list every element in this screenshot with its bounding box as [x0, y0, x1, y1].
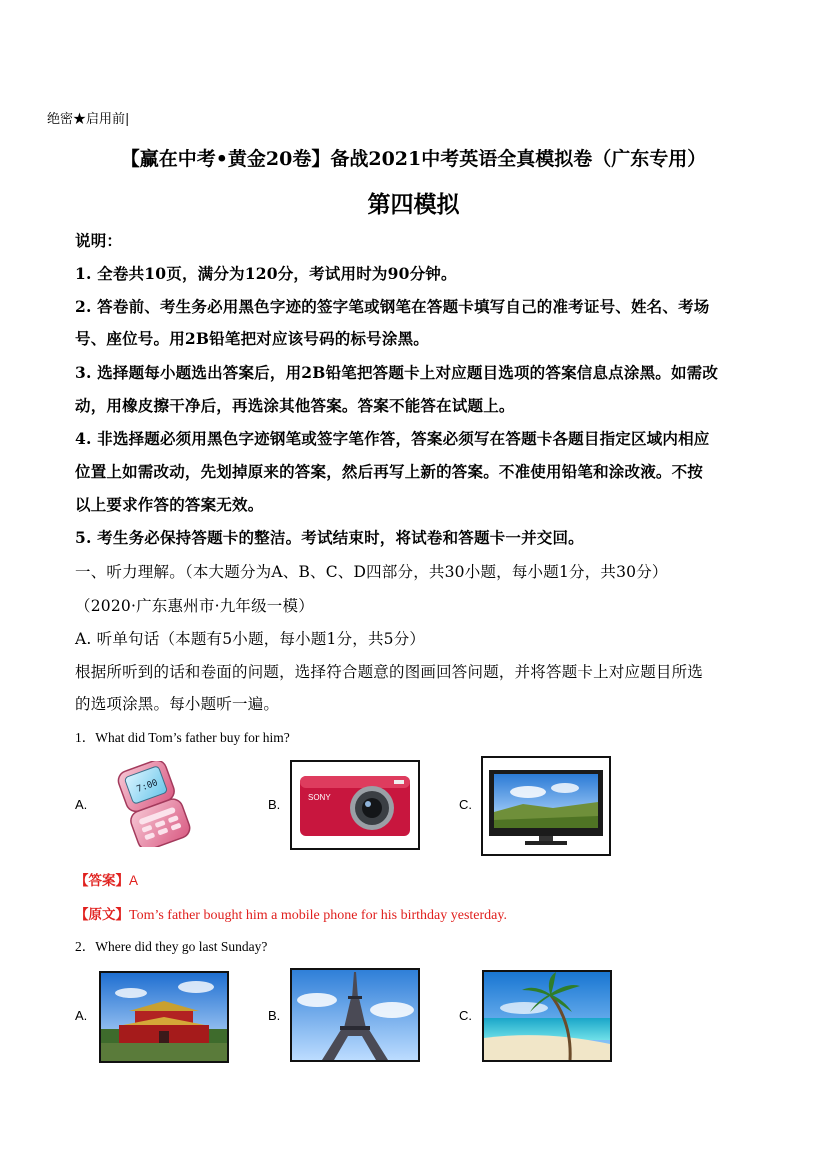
eiffel-tower-image: [290, 968, 420, 1062]
q2-option-c-label: C.: [459, 1008, 472, 1023]
instruction-item-4-line-2: 位置上如需改动，先划掉原来的答案，然后再写上新的答案。不准使用铅笔和涂改液。不按: [75, 462, 704, 481]
transcript-line: [75, 903, 507, 924]
secret-label: 绝密★启用前|: [47, 112, 130, 127]
directions-line-2: 的选项涂黑。每小题听一遍。: [75, 695, 280, 713]
section-source: （2020·广东惠州市·九年级一模）: [75, 597, 314, 615]
instruction-item-3-line-2: 动，用橡皮擦干净后，再选涂其他答案。答案不能答在试题上。: [75, 396, 515, 415]
mobile-phone-image: [98, 761, 212, 847]
television-image: [481, 756, 611, 856]
answer-label: 【答案】: [75, 873, 129, 889]
part-a-heading: A. 听单句话（本题有5小题，每小题1分，共5分）: [75, 630, 426, 648]
camera-image: [290, 760, 420, 850]
document-subtitle: 第四模拟: [367, 191, 460, 218]
svg-text:SONY: SONY: [308, 793, 331, 802]
tiananmen-image: [99, 971, 229, 1063]
answer-line: [75, 869, 138, 889]
instruction-item-1: 1. 全卷共10页，满分为120分，考试用时为90分钟。: [75, 264, 457, 283]
answer-value: A: [129, 873, 139, 888]
instruction-item-4-line-3: 以上要求作答的答案无效。: [75, 495, 264, 514]
section-heading: 一、听力理解。（本大题分为A、B、C、D四部分，共30小题，每小题1分，共30分）: [75, 563, 668, 581]
transcript-label: 【原文】: [75, 907, 129, 923]
instruction-item-2-line-1: 2. 答卷前、考生务必用黑色字迹的签字笔或钢笔在答题卡填写自己的准考证号、姓名、考场: [75, 297, 710, 316]
instruction-item-5: 5. 考生务必保持答题卡的整洁。考试结束时，将试卷和答题卡一并交回。: [75, 528, 584, 547]
document-title: 【赢在中考•黄金20卷】备战2021中考英语全真模拟卷（广东专用）: [120, 148, 707, 170]
q2-option-a-label: A.: [75, 1008, 88, 1023]
instruction-item-4-line-1: 4. 非选择题必须用黑色字迹钢笔或签字笔作答，答案必须写在答题卡各题目指定区域内相应: [75, 429, 710, 448]
instruction-item-2-line-2: 号、座位号。用2B铅笔把对应该号码的标号涂黑。: [75, 329, 429, 348]
q1-option-a-label: A.: [75, 797, 88, 812]
instruction-item-3-line-1: 3. 选择题每小题选出答案后，用2B铅笔把答题卡上对应题目选项的答案信息点涂黑。如需改: [75, 363, 719, 382]
q1-option-b-label: B.: [268, 797, 281, 812]
q2-option-b-label: B.: [268, 1008, 281, 1023]
instructions-heading: 说明：: [75, 231, 123, 250]
question-1-text: 1．What did Tom’s father buy for him?: [75, 730, 290, 745]
svg-text:7:00: 7:00: [135, 778, 160, 795]
q1-option-c-label: C.: [459, 797, 472, 812]
transcript-value: Tom’s father bought him a mobile phone for his birthday yesterday.: [129, 908, 507, 923]
question-2-text: 2．Where did they go last Sunday?: [75, 939, 268, 954]
beach-image: [482, 970, 612, 1062]
directions-line-1: 根据所听到的话和卷面的问题，选择符合题意的图画回答问题，并将答题卡上对应题目所选: [75, 663, 704, 681]
